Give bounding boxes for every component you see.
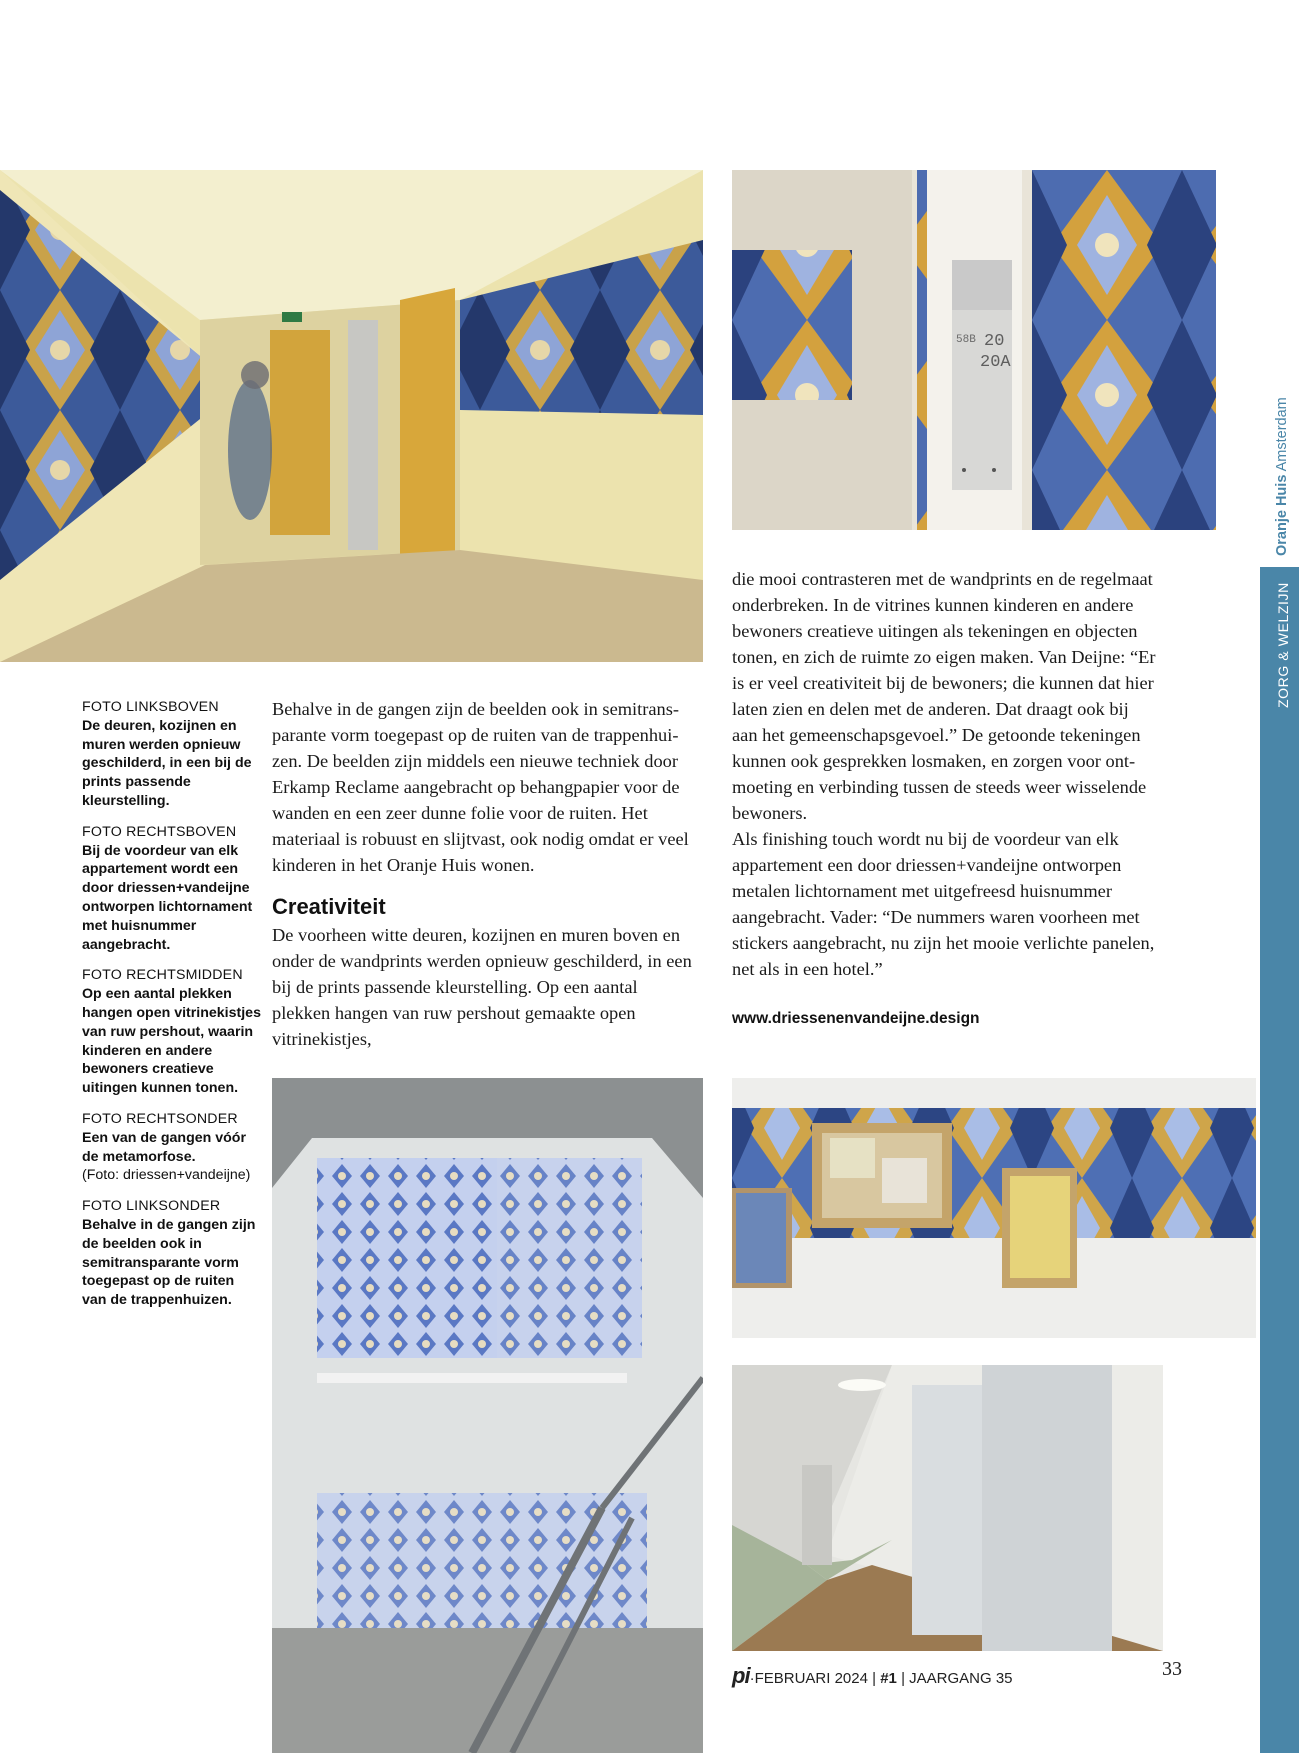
photo-old-corridor <box>732 1365 1163 1651</box>
sidebar-article-title <box>1274 397 1290 556</box>
caption-right-middle <box>82 966 262 1098</box>
caption-top-left <box>82 698 262 811</box>
caption-right-middle-body: Op een aantal plekken hangen open vitrinekistjes van ruw pershout, waarin kinderen en andere bewoners creatieve uitingen kunnen tonen. <box>82 986 261 1097</box>
photo-captions <box>82 698 262 1322</box>
sidebar-title-rest: Amsterdam <box>1274 397 1290 472</box>
caption-right-middle-head: FOTO RECHTSMIDDEN <box>82 967 243 984</box>
article-paragraph: Behalve in de gangen zijn de beelden ook in semitrans-parante vorm toegepast op de ruiten van de trappenhui-zen. De beelden zijn middels een nieuwe techniek door Erkamp Reclame aangebracht op behangpapier voor de wanden en een zeer dunne folie voor de ruiten. Het materiaal is robuust en slijtvast, ook nodig omdat er veel kinderen in het Oranje Huis wonen. <box>272 699 689 875</box>
caption-top-right-head: FOTO RECHTSBOVEN <box>82 823 237 840</box>
caption-bottom-left <box>82 1197 262 1310</box>
caption-top-right-body: Bij de voordeur van elk appartement wordt een door driessen+vandeijne ontworpen lichtornament met huisnummer aangebracht. <box>82 842 253 953</box>
section-sidebar <box>1260 567 1299 1753</box>
caption-bottom-right-credit: (Foto: driessen+vandeijne) <box>82 1167 251 1184</box>
footer-separator: | <box>901 1670 905 1687</box>
section-label: ZORG & WELZIJN <box>1275 582 1291 708</box>
article-column-1 <box>272 696 700 1052</box>
article-paragraph: die mooi contrasteren met de wandprints en de regelmaat onderbreken. In de vitrines kunnen kinderen en andere bewoners creatieve uitingen als tekeningen en objecten tonen, en zich de ruimte zo eigen maken. Van Deijne: “Er is er veel creativiteit bij de bewoners; die kunnen dat hier laten zien en delen met de anderen. Dat draagt ook bij aan het gemeenschapsgevoel.” De getoonde tekeningen kunnen ook gesprekken losmaken, en zorgen voor ont-moeting en verbinding tussen de steeds weer wisselende bewoners. <box>732 569 1156 823</box>
photo-staircase <box>272 1078 703 1753</box>
footer-month: FEBRUARI 2024 <box>754 1670 868 1687</box>
footer-issue: #1 <box>880 1670 897 1687</box>
article-paragraph: De voorheen witte deuren, kozijnen en muren boven en onder de wandprints werden opnieuw geschilderd, in een bij de prints passende kleurstelling. Op een aantal plekken hangen van ruw pershout gemaakte open vitrinekistjes, <box>272 925 692 1049</box>
caption-top-left-head: FOTO LINKSBOVEN <box>82 699 219 715</box>
footer-separator: | <box>872 1670 877 1687</box>
sign-line2: 20A <box>980 353 1011 372</box>
photo-door-number-sign <box>732 170 1216 530</box>
magazine-logo: pi <box>732 1663 750 1688</box>
caption-top-right <box>82 823 262 955</box>
section-heading: Creativiteit <box>272 894 386 919</box>
sign-line1: 20 <box>984 332 1005 351</box>
footer-dot: · <box>749 1670 755 1687</box>
page-footer <box>732 1663 1013 1689</box>
caption-bottom-left-body: Behalve in de gangen zijn de beelden ook in semitransparante vorm toegepast op de ruiten van de trappenhuizen. <box>82 1216 256 1309</box>
sidebar-title-bold: Oranje Huis <box>1274 474 1290 556</box>
article-paragraph: Als finishing touch wordt nu bij de voordeur van elk appartement een door driessen+vandeijne ontworpen metalen lichtornament met uitgefreesd huisnummer aangebracht. Vader: “De nummers waren voorheen met stickers aangebracht, nu zijn het mooie verlichte panelen, net als in een hotel.” <box>732 829 1155 979</box>
caption-bottom-left-head: FOTO LINKSONDER <box>82 1198 221 1215</box>
photo-hallway <box>0 170 703 662</box>
caption-bottom-right-body: Een van de gangen vóór de metamorfose. <box>82 1129 246 1165</box>
footer-volume: JAARGANG 35 <box>909 1670 1013 1687</box>
caption-bottom-right <box>82 1110 262 1185</box>
sign-small: 58B <box>956 334 976 346</box>
caption-bottom-right-head: FOTO RECHTSONDER <box>82 1110 238 1127</box>
photo-display-boxes <box>732 1078 1256 1338</box>
website-link[interactable]: www.driessenenvandeijne.design <box>732 1010 980 1027</box>
article-column-2 <box>732 566 1156 982</box>
caption-top-left-body: De deuren, kozijnen en muren werden opnieuw geschilderd, in een bij de prints passende kleurstelling. <box>82 717 252 809</box>
page-number: 33 <box>1162 1658 1182 1680</box>
